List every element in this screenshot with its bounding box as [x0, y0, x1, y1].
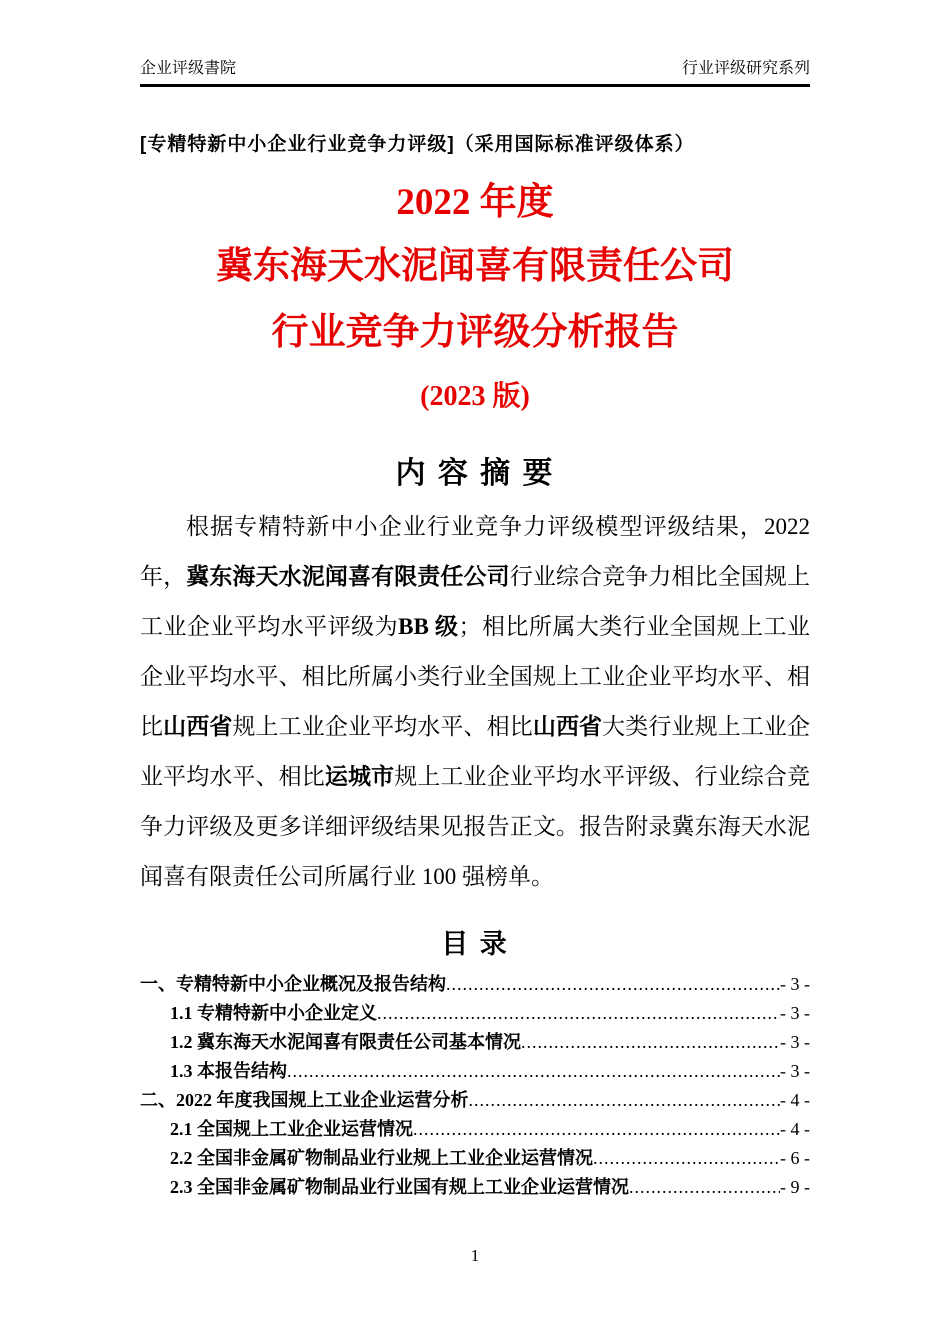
- toc-dot-leader: [469, 1086, 781, 1115]
- summary-segment-city-bold: 运城市: [324, 764, 395, 789]
- toc-entry-label: 2.1 全国规上工业企业运营情况: [170, 1119, 413, 1139]
- toc-entry-label: 2.2 全国非金属矿物制品业行业规上工业企业运营情况: [170, 1148, 593, 1168]
- summary-segment: 规上工业企业平均水平、相比: [232, 714, 533, 739]
- toc-page-number: - 9 -: [780, 1177, 810, 1197]
- summary-segment-company-bold: 冀东海天水泥闻喜有限责任公司: [186, 564, 510, 589]
- toc-entry-label: 一、专精特新中小企业概况及报告结构: [140, 974, 446, 994]
- toc-dot-leader: [287, 1057, 780, 1086]
- toc-entry-section-2-1[interactable]: [140, 1115, 810, 1144]
- toc-page-number: - 3 -: [780, 1032, 810, 1052]
- toc-entry-section-2-3[interactable]: [140, 1173, 810, 1202]
- toc-entry-label: 2.3 全国非金属矿物制品业行业国有规上工业企业运营情况: [170, 1177, 629, 1197]
- summary-segment-province-bold: 山西省: [532, 714, 603, 739]
- toc-dot-leader: [413, 1115, 780, 1144]
- toc-dot-leader: [593, 1144, 780, 1173]
- summary-segment: ；相比所属大类行业全国规上工业企业平均水平、相比所属小类行业全国规上工业企业平均水平、相比: [140, 614, 811, 739]
- toc-entry-section-1-1[interactable]: [140, 999, 810, 1028]
- toc-dot-leader: [377, 999, 780, 1028]
- toc-heading: 目 录: [441, 929, 509, 959]
- rating-system-line: [专精特新中小企业行业竞争力评级]（采用国际标准评级体系）: [140, 134, 695, 155]
- toc-entry-chapter-1[interactable]: [140, 970, 810, 999]
- toc-entry-label: 1.1 专精特新中小企业定义: [170, 1003, 377, 1023]
- company-name-title: 冀东海天水泥闻喜有限责任公司: [216, 246, 734, 287]
- toc-entry-label: 1.2 冀东海天水泥闻喜有限责任公司基本情况: [170, 1032, 521, 1052]
- summary-segment: 根据专精特新中小企业行业竞争力评级模型评级结果，2022 年，: [140, 514, 810, 589]
- summary-segment: 行业综合竞争力相比全国规上工业企业平均水平评级为: [140, 564, 811, 639]
- toc-entry-chapter-2[interactable]: [140, 1086, 810, 1115]
- report-year-title: 2022 年度: [396, 182, 554, 223]
- toc-entry-label: 1.3 本报告结构: [170, 1061, 287, 1081]
- toc-page-number: - 6 -: [780, 1148, 810, 1168]
- table-of-contents: [140, 970, 810, 1202]
- toc-dot-leader: [521, 1028, 780, 1057]
- toc-entry-section-1-3[interactable]: [140, 1057, 810, 1086]
- toc-page-number: - 4 -: [780, 1090, 810, 1110]
- summary-paragraph: [140, 502, 810, 902]
- report-type-title: 行业竞争力评级分析报告: [271, 312, 679, 353]
- toc-entry-label: 二、2022 年度我国规上工业企业运营分析: [140, 1090, 469, 1110]
- summary-segment-rating-bold: BB 级: [398, 614, 459, 639]
- toc-dot-leader: [629, 1173, 780, 1202]
- toc-page-number: - 4 -: [780, 1119, 810, 1139]
- summary-segment: 规上工业企业平均水平评级、行业综合竞争力评级及更多详细评级结果见报告正文。报告附录冀东海天水泥闻喜有限责任公司所属行业 100 强榜单。: [140, 764, 811, 889]
- page-number: 1: [470, 1246, 480, 1265]
- toc-entry-section-1-2[interactable]: [140, 1028, 810, 1057]
- toc-dot-leader: [446, 970, 780, 999]
- page-header: [140, 0, 810, 87]
- toc-page-number: - 3 -: [780, 1003, 810, 1023]
- edition-label: (2023 版): [420, 381, 530, 412]
- summary-heading: 内 容 摘 要: [395, 457, 555, 490]
- header-left-label: 企业评级書院: [140, 60, 237, 77]
- toc-page-number: - 3 -: [780, 1061, 810, 1081]
- toc-entry-section-2-2[interactable]: [140, 1144, 810, 1173]
- summary-segment: 大类行业规上工业企业平均水平、相比: [140, 714, 811, 789]
- summary-segment-province-bold: 山西省: [163, 714, 233, 739]
- toc-page-number: - 3 -: [780, 974, 810, 994]
- header-right-label: 行业评级研究系列: [681, 60, 810, 77]
